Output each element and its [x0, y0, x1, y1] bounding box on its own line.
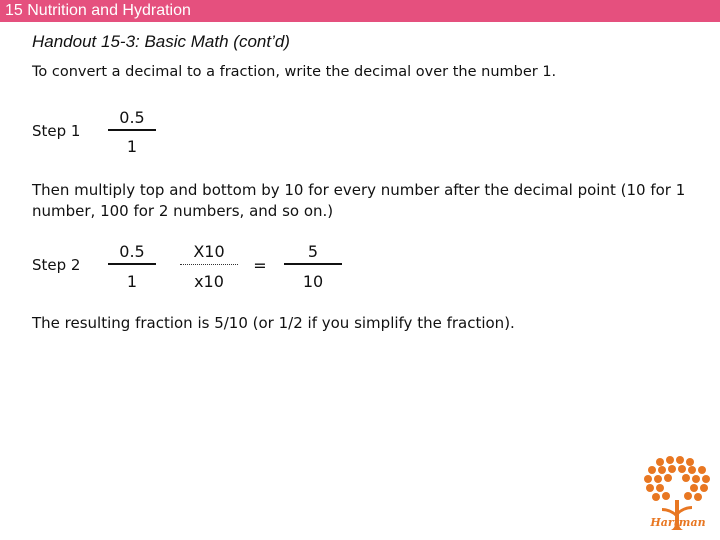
result-numerator: 5	[307, 242, 319, 261]
intro-text-end: , write the decimal over the number 1.	[275, 64, 557, 80]
step1-fraction-line	[108, 129, 156, 131]
result-text: The resulting fraction is 5/10 (or 1/2 if you simplify the fraction).	[32, 314, 515, 332]
step2-numerator: 0.5	[119, 242, 145, 261]
chapter-title: 15 Nutrition and Hydration	[5, 2, 191, 19]
hartman-logo-text: Hartman	[650, 516, 706, 529]
step2-label: Step 2	[32, 256, 81, 274]
intro-text	[32, 64, 556, 80]
step2-multiplier-bottom: x10	[194, 272, 224, 291]
intro-text-start: To convert a	[32, 64, 126, 80]
step2-denominator: 1	[126, 272, 138, 291]
step1-numerator: 0.5	[119, 108, 145, 127]
step2-multiplier-line	[180, 264, 238, 265]
handout-title: Handout 15-3: Basic Math (cont’d)	[32, 32, 290, 51]
result-fraction-line	[284, 263, 342, 265]
step1-label: Step 1	[32, 122, 81, 140]
intro-text-bold: decimal to a fraction	[125, 64, 276, 80]
step2-multiplier-top: X10	[193, 242, 225, 261]
result-denominator: 10	[302, 272, 324, 291]
equals-sign: =	[253, 256, 267, 275]
instruction-paragraph: Then multiply top and bottom by 10 for every number after the decimal point (10 for 1 number, 100 for 2 numbers, and so on.)	[32, 181, 686, 220]
step1-denominator: 1	[126, 137, 138, 156]
step2-fraction-line	[108, 263, 156, 265]
header-bar	[0, 0, 720, 22]
